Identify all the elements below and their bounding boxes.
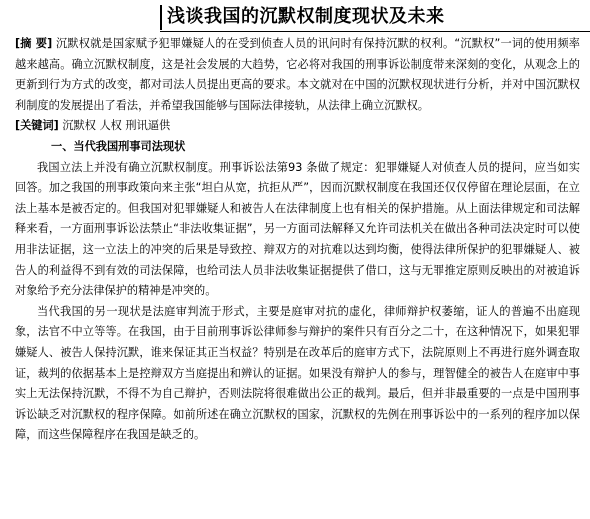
abstract-paragraph xyxy=(15,34,580,116)
section-heading: 一、当代我国刑事司法现状 xyxy=(51,139,186,153)
title-left-bar xyxy=(160,5,162,30)
title-block xyxy=(15,0,580,34)
keywords-paragraph xyxy=(15,116,580,137)
abstract-label: [摘 要] xyxy=(15,37,53,50)
keywords-label: [关键词] xyxy=(15,119,59,133)
keywords-text: 沉默权 人权 刑讯逼供 xyxy=(62,119,171,133)
document-title: 浅谈我国的沉默权制度现状及未来 xyxy=(167,6,445,27)
abstract-text: 沉默权就是国家赋予犯罪嫌疑人的在受到侦查人员的讯问时有保持沉默的权利。“沉默权”一词的使用频率越来越高。确立沉默权制度，这是社会发展的大趋势，它必将对我国的刑事诉讼制度带来深刻的变化，从观念上的更新到行为方式的改变，都对司法人员提出更高的要求。本文就对在中国的沉默权现状进行分析，并对中国沉默权利制度的发展提出了看法，并希望我国能够与国际法律接轨，从法律上确立沉默权。 xyxy=(15,37,580,112)
body-paragraph-2: 当代我国的另一现状是法庭审判流于形式，主要是庭审对抗的虚化，律师辩护权萎缩，证人的普遍不出庭现象，法官不中立等等。在我国，由于目前刑事诉讼律师参与辩护的案件只有百分之二十，在这种情况下，如果犯罪嫌疑人、被告人保持沉默，谁来保证其正当权益？特别是在改革后的庭审方式下，法院原则上不再进行庭外调查取证，裁判的依据基本上是控辩双方当庭提出和辨认的证据。如果没有辩护人的参与，理智健全的被告人在庭审中事实上无法保持沉默，不得不为自己辩护，否则法院将很难做出公正的裁判。最后，但并非最重要的一点是中国刑事诉讼缺乏对沉默权的程序保障。如前所述在确立沉默权的国家，沉默权的先例在刑事诉讼中的一系列的程序加以保障，而这些保障程序在我国是缺乏的。 xyxy=(15,304,580,442)
title-underline xyxy=(160,31,590,32)
body-paragraph-1: 我国立法上并没有确立沉默权制度。刑事诉讼法第93 条做了规定：犯罪嫌疑人对侦查人员的提问，应当如实回答。加之我国的刑事政策向来主张“坦白从宽，抗拒从严”，因而沉默权制度在我国还仅仅停留在理论层面，在立法上基本是被否定的。但我国对犯罪嫌疑人和被告人在法律制度上也有相关的保护措施。从上面法律规定和司法解释来看，一方面刑事诉讼法禁止“非法收集证据”，另一方面司法解释又允许司法机关在做出各种司法决定时可以使用非法证据，这一立法上的冲突的后果是导致控、辩双方的对抗难以达到均衡，使得法律所保护的犯罪嫌疑人、被告人的利益得不到有效的司法保障，也给司法人员非法收集证据提供了借口，这与无罪推定原则反映出的对被追诉对象给予充分法律保护的精神是冲突的。 xyxy=(15,160,580,298)
